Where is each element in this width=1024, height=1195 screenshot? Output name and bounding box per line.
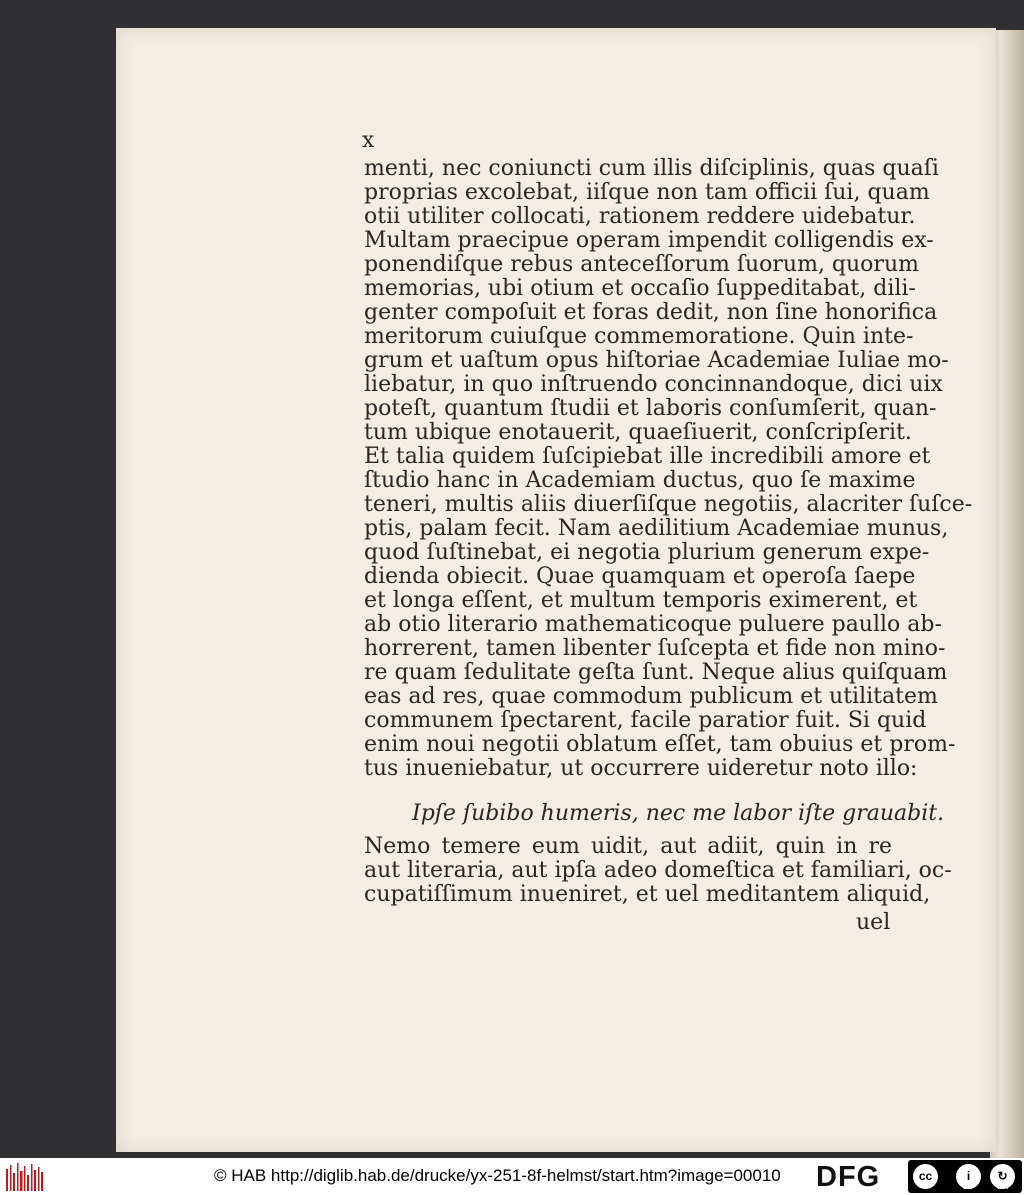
text-line: menti, nec coniuncti cum illis diſciplinis, quas quaſi (364, 156, 939, 181)
verse-quotation: Ipſe ſubibo humeris, nec me labor iſte grauabit. (412, 801, 945, 826)
text-line: otii utiliter collocati, rationem reddere uidebatur. (364, 204, 916, 229)
share-alike-icon: ↻ (988, 1162, 1017, 1191)
text-line: Nemo temere eum uidit, aut adiit, quin in re (364, 834, 892, 859)
text-line: tus inueniebatur, ut occurrere uideretur noto illo: (364, 756, 918, 781)
text-line: memorias, ubi otium et occaſio ſuppeditabat, dili- (364, 276, 916, 301)
text-line: grum et uaſtum opus hiſtoriae Academiae Iuliae mo- (364, 348, 949, 373)
text-line: poteſt, quantum ſtudii et laboris conſumſerit, quan- (364, 396, 937, 421)
text-line: communem ſpectarent, facile paratior fuit. Si quid (364, 708, 927, 733)
text-line: ptis, palam fecit. Nam aedilitium Academiae munus, (364, 516, 949, 541)
text-line: ab otio literario mathematicoque puluere paullo ab- (364, 612, 942, 637)
text-line: cupatiſſimum inueniret, et uel meditantem aliquid, (364, 882, 931, 907)
catchword: uel (856, 910, 891, 935)
cc-by-label: BY (963, 1182, 975, 1191)
text-line: dienda obiecit. Quae quamquam et operoſa ſaepe (364, 564, 916, 589)
text-line: quod ſuſtinebat, ei negotia plurium generum expe- (364, 540, 930, 565)
hab-barcode-logo (6, 1163, 46, 1191)
page-number: x (362, 128, 375, 153)
text-line: re quam ſedulitate geſta ſunt. Neque alius quiſquam (364, 660, 948, 685)
text-line: ponendiſque rebus anteceſſorum ſuorum, quorum (364, 252, 919, 277)
text-line: meritorum cuiuſque commemoratione. Quin inte- (364, 324, 914, 349)
text-line: ſtudio hanc in Academiam ductus, quo ſe maxime (364, 468, 916, 493)
text-line: aut literaria, aut ipſa adeo domeſtica et familiari, oc- (364, 858, 952, 883)
cc-sa-label: SA (997, 1182, 1009, 1191)
text-line: eas ad res, quae commodum publicum et utilitatem (364, 684, 938, 709)
text-line: liebatur, in quo inſtruendo concinnandoque, dici uix (364, 372, 943, 397)
text-line: enim noui negotii oblatum eſſet, tam obuius et prom- (364, 732, 956, 757)
text-line: horrerent, tamen libenter ſuſcepta et fide non mino- (364, 636, 946, 661)
text-line: teneri, multis aliis diuerſiſque negotiis, alacriter ſuſce- (364, 492, 973, 517)
attribution-icon: i (954, 1162, 983, 1191)
viewer-footer (0, 1158, 1024, 1195)
text-line: et longa eſſent, et multum temporis eximerent, et (364, 588, 918, 613)
cc-license-badge[interactable] (908, 1160, 1022, 1193)
cc-icon: cc (911, 1162, 940, 1191)
text-line: Multam praecipue operam impendit colligendis ex- (364, 228, 934, 253)
text-line: genter compoſuit et foras dedit, non ſine honorifica (364, 300, 938, 325)
text-line: tum ubique enotauerit, quaeſiuerit, conſcripſerit. (364, 420, 912, 445)
text-line: proprias excolebat, iiſque non tam officii ſui, quam (364, 180, 930, 205)
dfg-logo: DFG (816, 1161, 881, 1193)
text-line: Et talia quidem ſuſcipiebat ille incredibili amore et (364, 444, 931, 469)
copyright-link[interactable]: © HAB http://diglib.hab.de/drucke/yx-251-8f-helmst/start.htm?image=00010 (214, 1166, 781, 1185)
